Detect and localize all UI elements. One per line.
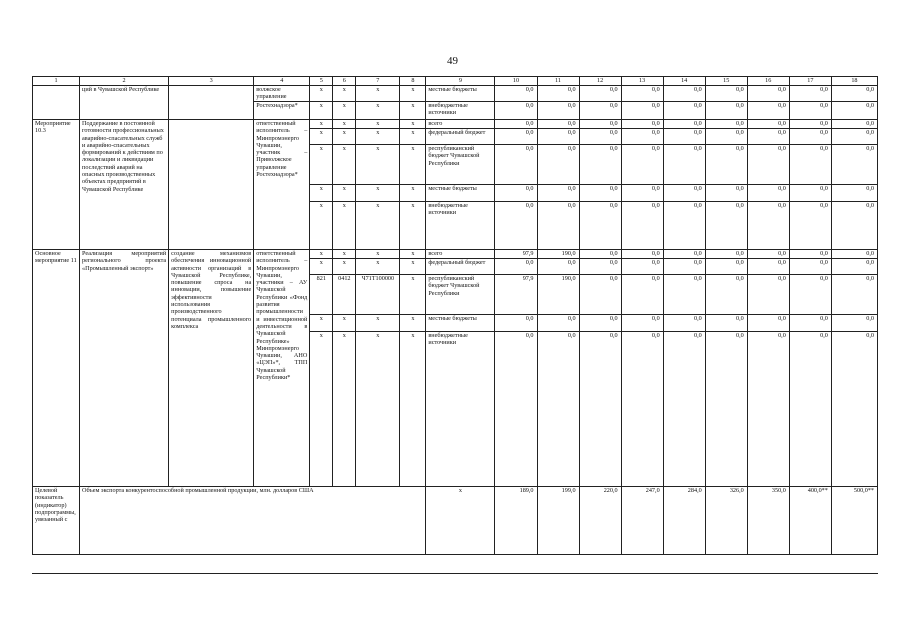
cross-mark: x: [400, 120, 426, 129]
cross-mark: x: [400, 275, 426, 315]
indicator-value: 400,0**: [789, 487, 831, 555]
value-cell: 0,0: [495, 315, 537, 332]
value-cell: 0,0: [747, 86, 789, 102]
cross-mark: x: [426, 487, 495, 555]
indicator-value: 326,0: [705, 487, 747, 555]
value-cell: 0,0: [495, 86, 537, 102]
value-cell: 0,0: [621, 145, 663, 185]
column-header: 15: [705, 77, 747, 86]
value-cell: 0,0: [621, 332, 663, 487]
value-cell: 0,0: [579, 259, 621, 275]
value-cell: 0,0: [537, 185, 579, 202]
value-cell: 0,0: [705, 332, 747, 487]
table-row: [33, 86, 878, 102]
funding-source: республиканский бюджет Чувашской Республики: [426, 145, 495, 185]
indicator-value: 189,0: [495, 487, 537, 555]
value-cell: 0,0: [831, 129, 877, 145]
value-cell: 0,0: [579, 129, 621, 145]
rzpr-code: 0412: [333, 275, 356, 315]
value-cell: 0,0: [789, 315, 831, 332]
expected-result: создание механизмов обеспечения инновационной активности организаций в Чувашской Республике, повышение спроса на инновации, повышение эффективности использования производственного потенциала промышленного комплекса: [169, 250, 254, 487]
column-header: 2: [80, 77, 169, 86]
value-cell: 0,0: [663, 145, 705, 185]
cross-mark: x: [356, 259, 400, 275]
cross-mark: x: [333, 129, 356, 145]
value-cell: 0,0: [663, 315, 705, 332]
cross-mark: x: [356, 102, 400, 120]
value-cell: 0,0: [747, 275, 789, 315]
value-cell: 0,0: [705, 315, 747, 332]
cross-mark: x: [333, 145, 356, 185]
column-header: 13: [621, 77, 663, 86]
value-cell: 0,0: [831, 185, 877, 202]
cross-mark: x: [310, 250, 333, 259]
value-cell: 0,0: [579, 102, 621, 120]
executor: Ростехнадзора*: [254, 102, 310, 120]
value-cell: 0,0: [789, 332, 831, 487]
value-cell: 0,0: [663, 259, 705, 275]
value-cell: 0,0: [789, 102, 831, 120]
value-cell: 0,0: [705, 259, 747, 275]
value-cell: 0,0: [747, 129, 789, 145]
value-cell: 0,0: [705, 202, 747, 250]
value-cell: 0,0: [705, 102, 747, 120]
value-cell: 0,0: [789, 145, 831, 185]
value-cell: 0,0: [663, 275, 705, 315]
cross-mark: x: [400, 332, 426, 487]
column-header: 11: [537, 77, 579, 86]
funding-source: внебюджетные источники: [426, 202, 495, 250]
column-header: 8: [400, 77, 426, 86]
cross-mark: x: [333, 102, 356, 120]
column-header: 14: [663, 77, 705, 86]
value-cell: 0,0: [579, 86, 621, 102]
funding-source: местные бюджеты: [426, 315, 495, 332]
value-cell: 0,0: [537, 315, 579, 332]
value-cell: 0,0: [621, 315, 663, 332]
cross-mark: x: [310, 315, 333, 332]
value-cell: 0,0: [663, 86, 705, 102]
value-cell: 0,0: [621, 120, 663, 129]
value-cell: 0,0: [579, 275, 621, 315]
funding-source: федеральный бюджет: [426, 259, 495, 275]
cross-mark: x: [356, 86, 400, 102]
measure-name: Реализация мероприятий регионального проекта «Промышленный экспорт»: [80, 250, 169, 487]
value-cell: 0,0: [579, 332, 621, 487]
cross-mark: x: [333, 250, 356, 259]
cross-mark: x: [400, 129, 426, 145]
cross-mark: x: [333, 332, 356, 487]
column-header: 12: [579, 77, 621, 86]
cross-mark: x: [310, 259, 333, 275]
value-cell: 0,0: [831, 275, 877, 315]
value-cell: 0,0: [621, 185, 663, 202]
funding-source: федеральный бюджет: [426, 129, 495, 145]
indicator-value: 247,0: [621, 487, 663, 555]
value-cell: 0,0: [579, 120, 621, 129]
table-row: [33, 487, 878, 555]
executor: ответственный исполнитель – Минпромэнерго Чувашии, участники – АУ Чувашской Республики «Фонд развития промышленности и инвестиционной деятельности в Чувашской Республике» Минпромэнерго Чувашии, АНО «ЦЭП»*, ТПП Чувашской Республики*: [254, 250, 310, 487]
value-cell: 0,0: [663, 332, 705, 487]
table-row: [33, 77, 878, 86]
value-cell: 0,0: [831, 315, 877, 332]
executor: волжское управление: [254, 86, 310, 102]
table-bottom-border: [32, 573, 878, 574]
column-header: 18: [831, 77, 877, 86]
value-cell: 0,0: [579, 250, 621, 259]
column-header: 6: [333, 77, 356, 86]
funding-source: местные бюджеты: [426, 86, 495, 102]
page-number: 49: [447, 55, 458, 67]
value-cell: 0,0: [495, 145, 537, 185]
measure-number: Мероприятие 10.3: [33, 120, 80, 250]
value-cell: 0,0: [831, 145, 877, 185]
value-cell: 0,0: [495, 129, 537, 145]
value-cell: 0,0: [663, 129, 705, 145]
cross-mark: x: [356, 145, 400, 185]
cross-mark: x: [310, 202, 333, 250]
value-cell: 0,0: [663, 202, 705, 250]
cross-mark: x: [310, 145, 333, 185]
cross-mark: x: [310, 86, 333, 102]
measure-name: Поддержание в постоянной готовности профессиональных аварийно-спасательных служб и аварийно-спасательных формирований к действиям по локализации и ликвидации последствий аварий на опасных производственных объектах предприятий в Чувашской Республике: [80, 120, 169, 250]
value-cell: 0,0: [537, 332, 579, 487]
funding-source: всего: [426, 120, 495, 129]
col1-empty: [33, 86, 80, 120]
funding-table: [32, 76, 878, 555]
cross-mark: x: [400, 102, 426, 120]
cross-mark: x: [310, 332, 333, 487]
value-cell: 0,0: [537, 129, 579, 145]
value-cell: 0,0: [789, 120, 831, 129]
cross-mark: x: [310, 129, 333, 145]
value-cell: 0,0: [747, 259, 789, 275]
cross-mark: x: [333, 120, 356, 129]
value-cell: 0,0: [747, 315, 789, 332]
cross-mark: x: [400, 202, 426, 250]
cross-mark: x: [333, 315, 356, 332]
cross-mark: x: [400, 86, 426, 102]
value-cell: 0,0: [495, 120, 537, 129]
cross-mark: x: [333, 86, 356, 102]
value-cell: 0,0: [579, 202, 621, 250]
indicator-description: Объем экспорта конкурентоспособной промышленной продукции, млн. долларов США: [80, 487, 426, 555]
value-cell: 0,0: [663, 250, 705, 259]
csr-code: Ч71Т100000: [356, 275, 400, 315]
column-header: 17: [789, 77, 831, 86]
value-cell: 0,0: [621, 202, 663, 250]
cross-mark: x: [333, 259, 356, 275]
value-cell: 0,0: [663, 102, 705, 120]
value-cell: 0,0: [663, 185, 705, 202]
cross-mark: x: [310, 185, 333, 202]
value-cell: 0,0: [495, 332, 537, 487]
col3-empty: [169, 120, 254, 250]
table-row: [33, 250, 878, 259]
value-cell: 190,0: [537, 275, 579, 315]
cross-mark: x: [356, 332, 400, 487]
column-header: 7: [356, 77, 400, 86]
cross-mark: x: [400, 250, 426, 259]
value-cell: 0,0: [705, 120, 747, 129]
col3-empty: [169, 86, 254, 120]
value-cell: 0,0: [537, 120, 579, 129]
cross-mark: x: [356, 120, 400, 129]
value-cell: 0,0: [621, 129, 663, 145]
value-cell: 0,0: [621, 102, 663, 120]
value-cell: 0,0: [705, 86, 747, 102]
value-cell: 0,0: [495, 202, 537, 250]
value-cell: 0,0: [705, 145, 747, 185]
column-header: 4: [254, 77, 310, 86]
value-cell: 0,0: [747, 102, 789, 120]
indicator-value: 199,0: [537, 487, 579, 555]
value-cell: 0,0: [537, 102, 579, 120]
indicator-value: 500,0**: [831, 487, 877, 555]
value-cell: 0,0: [621, 86, 663, 102]
value-cell: 0,0: [789, 129, 831, 145]
value-cell: 0,0: [495, 259, 537, 275]
cross-mark: x: [356, 315, 400, 332]
value-cell: 0,0: [705, 250, 747, 259]
value-cell: 97,9: [495, 250, 537, 259]
value-cell: 0,0: [621, 259, 663, 275]
value-cell: 0,0: [747, 332, 789, 487]
value-cell: 190,0: [537, 250, 579, 259]
column-header: 16: [747, 77, 789, 86]
cross-mark: x: [400, 145, 426, 185]
value-cell: 0,0: [537, 259, 579, 275]
table-row: [33, 120, 878, 129]
cross-mark: x: [356, 185, 400, 202]
value-cell: 0,0: [789, 202, 831, 250]
cross-mark: x: [356, 250, 400, 259]
value-cell: 0,0: [831, 202, 877, 250]
measure-name: ций в Чувашской Республике: [80, 86, 169, 120]
funding-source: всего: [426, 250, 495, 259]
column-header: 9: [426, 77, 495, 86]
value-cell: 0,0: [621, 250, 663, 259]
value-cell: 0,0: [495, 185, 537, 202]
value-cell: 0,0: [495, 102, 537, 120]
grbs-code: 821: [310, 275, 333, 315]
value-cell: 97,9: [495, 275, 537, 315]
value-cell: 0,0: [747, 202, 789, 250]
cross-mark: x: [310, 120, 333, 129]
column-header: 3: [169, 77, 254, 86]
value-cell: 0,0: [747, 145, 789, 185]
cross-mark: x: [333, 185, 356, 202]
value-cell: 0,0: [831, 250, 877, 259]
value-cell: 0,0: [789, 250, 831, 259]
value-cell: 0,0: [705, 185, 747, 202]
funding-source: республиканский бюджет Чувашской Республики: [426, 275, 495, 315]
value-cell: 0,0: [621, 275, 663, 315]
funding-source: внебюджетные источники: [426, 332, 495, 487]
value-cell: 0,0: [579, 185, 621, 202]
value-cell: 0,0: [663, 120, 705, 129]
column-header: 10: [495, 77, 537, 86]
value-cell: 0,0: [705, 275, 747, 315]
value-cell: 0,0: [789, 259, 831, 275]
value-cell: 0,0: [831, 102, 877, 120]
indicator-label: Целевой показатель (индикатор) подпрограммы, увязанный с: [33, 487, 80, 555]
value-cell: 0,0: [789, 86, 831, 102]
column-header: 1: [33, 77, 80, 86]
value-cell: 0,0: [747, 120, 789, 129]
value-cell: 0,0: [537, 202, 579, 250]
value-cell: 0,0: [747, 250, 789, 259]
cross-mark: x: [356, 202, 400, 250]
value-cell: 0,0: [831, 120, 877, 129]
cross-mark: x: [356, 129, 400, 145]
measure-number: Основное мероприятие 11: [33, 250, 80, 487]
value-cell: 0,0: [831, 86, 877, 102]
cross-mark: x: [400, 185, 426, 202]
funding-source: местные бюджеты: [426, 185, 495, 202]
value-cell: 0,0: [579, 315, 621, 332]
cross-mark: x: [310, 102, 333, 120]
cross-mark: x: [333, 202, 356, 250]
indicator-value: 350,0: [747, 487, 789, 555]
value-cell: 0,0: [747, 185, 789, 202]
value-cell: 0,0: [789, 275, 831, 315]
value-cell: 0,0: [705, 129, 747, 145]
cross-mark: x: [400, 315, 426, 332]
executor: ответственный исполнитель – Минпромэнерго Чувашии, участник – Приволжское управление Ростехнадзора*: [254, 120, 310, 250]
column-header: 5: [310, 77, 333, 86]
indicator-value: 220,0: [579, 487, 621, 555]
value-cell: 0,0: [831, 259, 877, 275]
value-cell: 0,0: [537, 145, 579, 185]
cross-mark: x: [400, 259, 426, 275]
value-cell: 0,0: [789, 185, 831, 202]
value-cell: 0,0: [831, 332, 877, 487]
funding-source: внебюджетные источники: [426, 102, 495, 120]
indicator-value: 284,0: [663, 487, 705, 555]
value-cell: 0,0: [579, 145, 621, 185]
value-cell: 0,0: [537, 86, 579, 102]
